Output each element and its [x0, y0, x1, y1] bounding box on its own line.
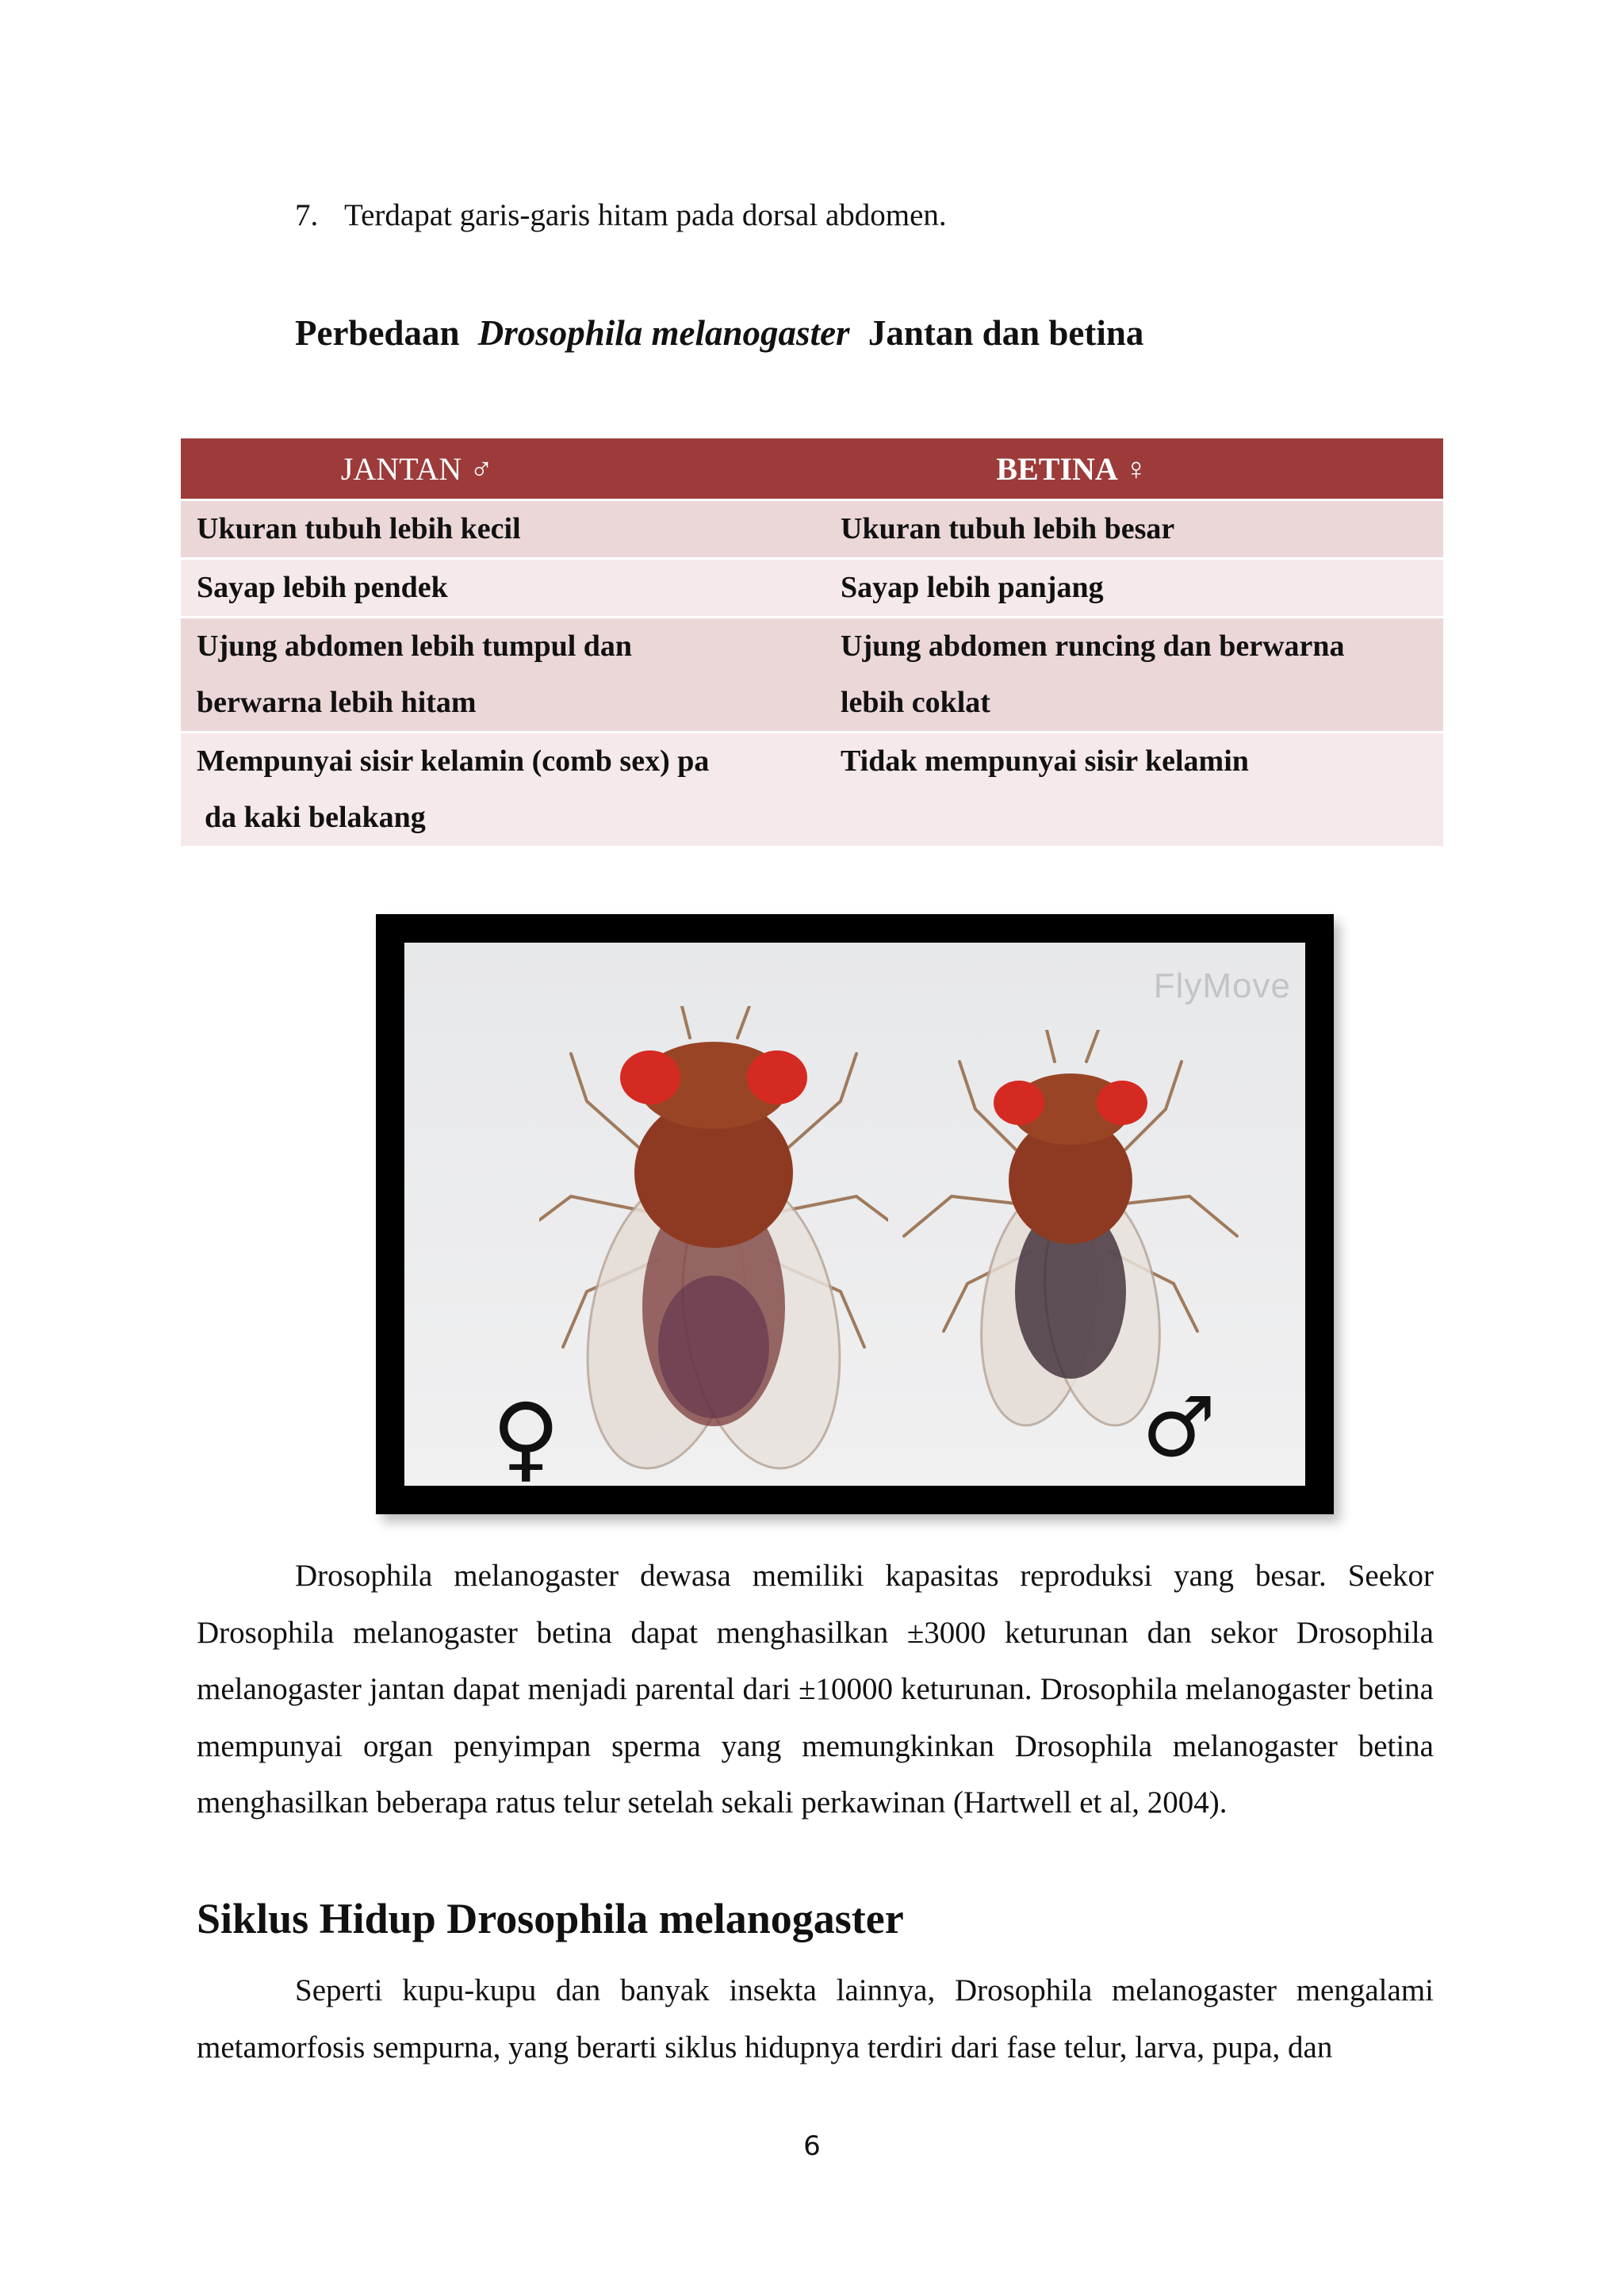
- female-symbol: ♀: [492, 1383, 561, 1486]
- heading-suffix: Jantan dan betina: [868, 313, 1144, 353]
- male-symbol: ♂: [1142, 1379, 1216, 1475]
- cell-female: [812, 618, 1443, 733]
- cell-male: Sayap lebih pendek: [181, 559, 812, 618]
- female-fly-illustration: [539, 1006, 888, 1482]
- comparison-table: [181, 438, 1443, 846]
- paragraph-reproduction: [197, 1548, 1434, 1831]
- figure-photo: [404, 943, 1305, 1486]
- section-title: Siklus Hidup Drosophila melanogaster: [197, 1895, 904, 1942]
- heading-species: Drosophila melanogaster: [477, 313, 850, 353]
- table-row: [181, 559, 1443, 618]
- table-row: [181, 500, 1443, 559]
- heading-prefix: Perbedaan: [295, 313, 460, 353]
- page-number: 6: [803, 2130, 821, 2162]
- cell-line: berwarna lebih hitam: [197, 686, 477, 719]
- cell-line: da kaki belakang: [205, 801, 426, 834]
- cell-female: Sayap lebih panjang: [812, 559, 1443, 618]
- cell-male: Ukuran tubuh lebih kecil: [181, 500, 812, 559]
- cell-line: lebih coklat: [841, 686, 990, 719]
- cell-line: Ujung abdomen runcing dan berwarna: [841, 629, 1345, 663]
- cell-female: Ukuran tubuh lebih besar: [812, 500, 1443, 559]
- section-heading: [295, 309, 1143, 357]
- table-row: [181, 733, 1443, 847]
- watermark: FlyMove: [1153, 966, 1291, 1005]
- list-number: 7.: [295, 198, 319, 232]
- header-male: JANTAN ♂: [181, 438, 812, 500]
- cell-male: [181, 733, 812, 847]
- cell-line: Ujung abdomen lebih tumpul dan: [197, 629, 633, 663]
- cell-line: Mempunyai sisir kelamin (comb sex) pa: [197, 744, 710, 778]
- list-item-7: [295, 195, 947, 236]
- paragraph-text: Seperti kupu-kupu dan banyak insekta lainnya, Drosophila melanogaster mengalami metamorfosis sempurna, yang berarti siklus hidupnya terdiri dari fase telur, larva, pupa, dan: [197, 1973, 1434, 2064]
- table-header-row: [181, 438, 1443, 500]
- paragraph-life-cycle: [197, 1962, 1434, 2076]
- paragraph-text: Drosophila melanogaster dewasa memiliki kapasitas reproduksi yang besar. Seekor Drosophila melanogaster betina dapat menghasilkan ±3000 keturunan dan sekor Drosophila melanogaster jantan dapat menjadi parental dari ±10000 keturunan. Drosophila melanogaster betina mempunyai organ penyimpan sperma yang memungkinkan Drosophila melanogaster betina menghasilkan beberapa ratus telur setelah sekali perkawinan (Hartwell et al, 2004).: [197, 1559, 1434, 1820]
- cell-female: Tidak mempunyai sisir kelamin: [812, 733, 1443, 847]
- header-female: BETINA ♀: [812, 438, 1443, 500]
- list-text: Terdapat garis-garis hitam pada dorsal abdomen.: [344, 198, 947, 232]
- cell-male: [181, 618, 812, 733]
- table-row: [181, 618, 1443, 733]
- fly-comparison-figure: [376, 914, 1334, 1514]
